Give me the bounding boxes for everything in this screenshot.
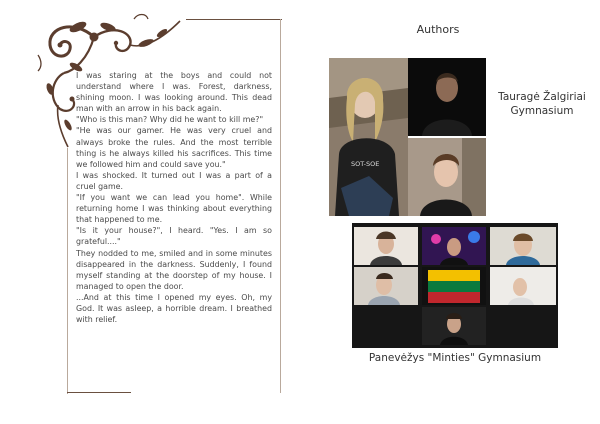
story-paragraph: I was staring at the boys and could not understand where I was. Forest, darkness, shining moon. I was looking around. This dead man with an arrow in his back again.: [76, 71, 272, 114]
story-paragraph: They nodded to me, smiled and in some minutes disappeared in the darkness. Suddenly, I found myself standing at the doorstep of my house. I managed to open the door.: [76, 248, 272, 291]
story-paragraph: "If you want we can lead you home". While returning home I was thinking about everything that happened to me.: [76, 193, 272, 225]
author-photo-boy-light: [408, 138, 486, 216]
frame-bottom-rule: [67, 392, 131, 393]
school-name-line: Gymnasium: [510, 105, 574, 117]
frame-right-rule: [280, 19, 281, 393]
frame-top-rule: [186, 19, 282, 20]
story-paragraph: "Who is this man? Why did he want to kill me?": [76, 115, 264, 125]
frame-left-rule: [67, 148, 68, 394]
video-tile: [490, 227, 556, 265]
story-text: [76, 70, 272, 325]
author-photo-collage: [329, 58, 486, 216]
video-tile: [354, 307, 418, 345]
video-tile: [354, 227, 418, 265]
video-tile: [490, 267, 556, 305]
story-paragraph: ...And at this time I opened my eyes. Oh, my God. It was asleep, a horrible dream. I breathed with relief.: [76, 292, 272, 325]
video-tile: [490, 307, 556, 345]
author-photo-boy-dark: [408, 58, 486, 136]
video-tile: [422, 307, 486, 345]
school-name-panevezys: Panevėžys "Minties" Gymnasium: [368, 352, 542, 364]
school-name-line: Tauragė Žalgiriai: [498, 91, 586, 103]
story-paragraph: I was shocked. It turned out I was a part of a cruel game.: [76, 170, 272, 191]
story-paragraph: "Is it your house?", I heard. "Yes. I am so grateful....": [76, 226, 272, 247]
school-name-taurage: [494, 90, 590, 118]
video-tile: [422, 227, 486, 265]
video-call-grid: [352, 223, 558, 348]
video-tile: [354, 267, 418, 305]
shirt-text: SOT-SOE: [351, 160, 380, 168]
author-photo-girl: [329, 58, 408, 216]
authors-heading: Authors: [416, 23, 460, 36]
lithuania-flag-icon: [422, 267, 486, 305]
flag-tile: [422, 267, 486, 305]
story-paragraph: "He was our gamer. He was very cruel and always broke the rules. And the most terrible thing is he always killed his sacrifices. This time we followed him and could save you.": [76, 126, 272, 169]
